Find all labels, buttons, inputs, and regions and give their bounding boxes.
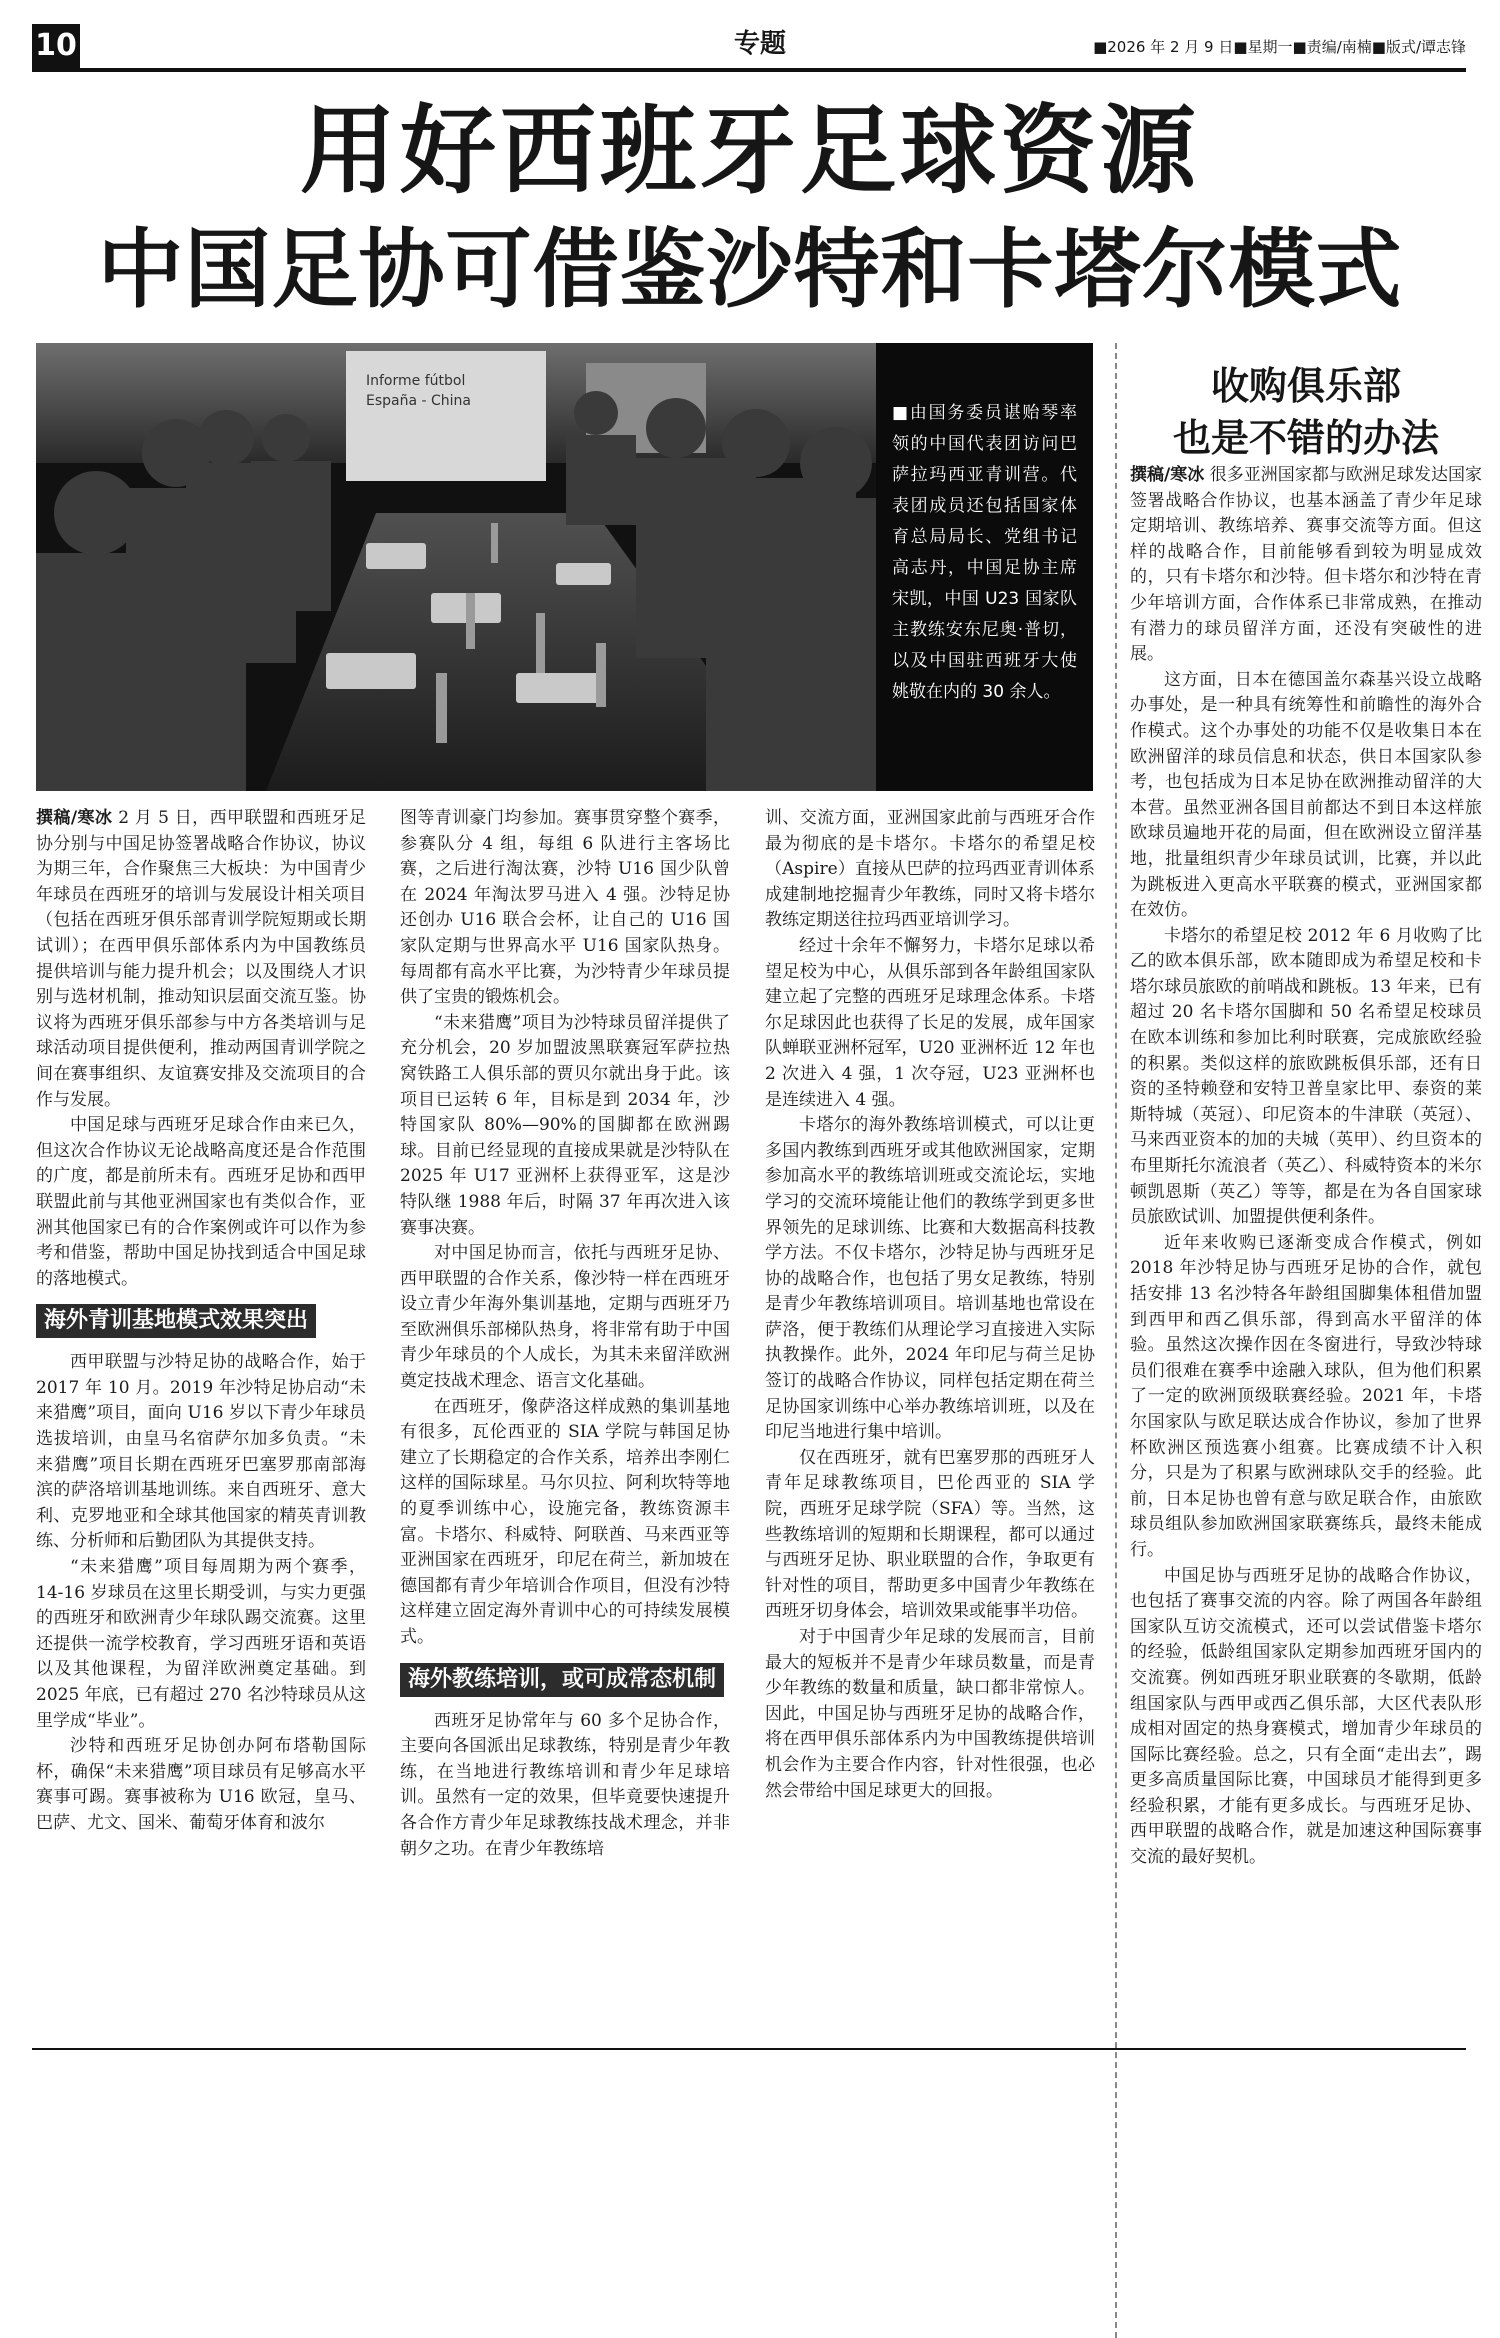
sidebar-paragraph: 卡塔尔的希望足校 2012 年 6 月收购了比乙的欧本俱乐部，欧本随即成为希望足校和卡塔尔球员旅欧的前哨战和跳板。13 年来，已有超过 20 名卡塔尔国脚和 50 名希望足校球员在欧本训练和参加比利时联赛，完成旅欧经验的积累。类似这样的旅欧跳板俱乐部，还有日资的圣特赖登和安特卫普皇家比甲、泰资的莱斯特城（英冠）、印尼资本的牛津联（英冠）、马来西亚资本的加的夫城（英甲）、约旦资本的布里斯托尔流浪者（英乙）、科威特资本的米尔顿凯恩斯（英乙）等等，都是在为各自国家球员旅欧试训、加盟提供便利条件。 [1130, 925, 1482, 1228]
sidebar-column [1130, 463, 1482, 1871]
page-number: 10 [32, 24, 80, 68]
sidebar-paragraph: 很多亚洲国家都与欧洲足球发达国家签署战略合作协议，也基本涵盖了青少年足球定期培训、教练培养、赛事交流等方面。但这样的战略合作，目前能够看到较为明显成效的，只有卡塔尔和沙特。但卡塔尔和沙特在青少年培训方面，合作体系已非常成熟，在推动有潜力的球员留洋方面，还没有突破性的进展。 [1130, 465, 1483, 665]
sidebar-headline-line1: 收购俱乐部 [1210, 364, 1401, 408]
sidebar-paragraph: 这方面，日本在德国盖尔森基兴设立战略办事处，是一种具有统筹性和前瞻性的海外合作模式。这个办事处的功能不仅是收集日本在欧洲留洋的球员信息和状态，供日本国家队参考，也包括成为日本足协在欧洲推动留洋的大本营。虽然亚洲各国目前都达不到日本这样旅欧球员遍地开花的局面，但在欧洲设立留洋基地，批量组织青少年球员试训，比赛，并以此为跳板进入更高水平联赛的模式，亚洲国家都在效仿。 [1130, 669, 1482, 921]
article-paragraph: 在西班牙，像萨洛这样成熟的集训基地有很多，瓦伦西亚的 SIA 学院与韩国足协建立了长期稳定的合作关系，培养出李刚仁这样的国际球星。马尔贝拉、阿利坎特等地的夏季训练中心，设施完备，教练资源丰富。卡塔尔、科威特、阿联酋、马来西亚等亚洲国家在西班牙，印尼在荷兰，新加坡在德国都有青少年培训合作项目，但没有沙特这样建立固定海外青训中心的可持续发展模式。 [400, 1396, 730, 1647]
headline-main: 用好西班牙足球资源 [300, 95, 1200, 207]
footer-rule [32, 2048, 1466, 2050]
article-paragraph: 沙特和西班牙足协创办阿布塔勒国际杯，确保“未来猎鹰”项目球员有足够高水平赛事可踢。赛事被称为 U16 欧冠，皇马、巴萨、尤文、国米、葡萄牙体育和波尔 [36, 1736, 366, 1833]
header-rule [32, 68, 1466, 72]
sidebar-paragraph: 中国足协与西班牙足协的战略合作协议，也包括了赛事交流的内容。除了两国各年龄组国家队互访交流模式，还可以尝试借鉴卡塔尔的经验，低龄组国家队定期参加西班牙国内的交流赛。例如西班牙职业联赛的冬歇期，低龄组国家队与西甲或西乙俱乐部，大区代表队形成相对固定的热身赛模式，增加青少年球员的国际比赛经验。总之，只有全面“走出去”，踢更多高质量国际比赛，中国球员才能得到更多经验积累，才能有更多成长。与西班牙足协、西甲联盟的战略合作，就是加速这种国际赛事交流的最好契机。 [1130, 1565, 1482, 1868]
article-paragraph: 图等青训豪门均参加。赛事贯穿整个赛季，参赛队分 4 组，每组 6 队进行主客场比赛，之后进行淘汰赛，沙特 U16 国少队曾在 2024 年淘汰罗马进入 4 强。沙特足协还创办 U16 联合会杯，让自己的 U16 国家队定期与世界高水平 U16 国家队热身。每周都有高水平比赛，为沙特青少年球员提供了宝贵的锻炼机会。 [400, 808, 730, 1008]
dateline: ■2026 年 2 月 9 日■星期一■责编/南楠■版式/谭志锋 [1093, 38, 1466, 56]
article-paragraph: “未来猎鹰”项目每周期为两个赛季，14-16 岁球员在这里长期受训，与实力更强的西班牙和欧洲青少年球队踢交流赛。这里还提供一流学校教育，学习西班牙语和英语以及其他课程，为留洋欧洲奠定基础。到 2025 年底，已有超过 270 名沙特球员从这里学成“毕业”。 [36, 1557, 366, 1731]
article-paragraph: 卡塔尔的海外教练培训模式，可以让更多国内教练到西班牙或其他欧洲国家，定期参加高水平的教练培训班或交流论坛，实地学习的交流环境能让他们的教练学到更多世界领先的足球训练、比赛和大数据高科技教学方法。不仅卡塔尔，沙特足协与西班牙足协的战略合作，也包括了男女足教练，特别是青少年教练培训项目。培训基地也常设在萨洛，便于教练们从理论学习直接进入实际执教操作。此外，2024 年印尼与荷兰足协签订的战略合作协议，同样包括定期在荷兰足协国家训练中心举办教练培训班，以及在印尼当地进行集中培训。 [765, 1115, 1095, 1443]
article-column-2 [400, 806, 730, 1862]
article-paragraph: 对中国足协而言，依托与西班牙足协、西甲联盟的合作关系，像沙特一样在西班牙设立青少年海外集训基地，定期与西班牙乃至欧洲俱乐部梯队热身，将非常有助于中国青少年球员的个人成长，为其未来留洋欧洲奠定技战术理念、语言文化基础。 [400, 1243, 730, 1392]
screen-text: Informe fútbol España - China [366, 373, 471, 409]
sidebar-paragraph: 近年来收购已逐渐变成合作模式，例如 2018 年沙特足协与西班牙足协的合作，就包括安排 13 名沙特各年龄组国脚集体租借加盟到西甲和西乙俱乐部，得到高水平留洋的体验。虽然这次操作因在冬窗进行，导致沙特球员们很难在赛季中途融入球队，但为他们积累了一定的欧洲顶级联赛经验。2021 年，卡塔尔国家队与欧足联达成合作协议，参加了世界杯欧洲区预选赛小组赛。比赛成绩不计入积分，只是为了积累与欧洲球队交手的经验。此前，日本足协也曾有意与欧足联合作，由旅欧球员组队参加欧洲国家联赛练兵，最终未能成行。 [1130, 1232, 1482, 1560]
sidebar-byline: 撰稿/寒冰 [1130, 465, 1205, 485]
article-paragraph: 2 月 5 日，西甲联盟和西班牙足协分别与中国足协签署战略合作协议，协议为期三年，合作聚焦三大板块：为中国青少年球员在西班牙的培训与发展设计相关项目（包括在西班牙俱乐部青训学院短期或长期试训）；在西甲俱乐部体系内为中国教练员提供培训与能力提升机会；以及围绕人才识别与选材机制，推动知识层面交流互鉴。协议将为西班牙俱乐部参与中方各类培训与足球活动项目提供便利，推动两国青训学院之间在赛事组织、友谊赛安排及交流项目的合作与发展。 [36, 808, 367, 1110]
sidebar-lead-paragraph [1130, 463, 1482, 668]
article-lead-paragraph [36, 806, 366, 1113]
article-paragraph: 训、交流方面，亚洲国家此前与西班牙合作最为彻底的是卡塔尔。卡塔尔的希望足校（Aspire）直接从巴萨的拉玛西亚青训体系成建制地挖掘青少年教练，同时又将卡塔尔教练定期送往拉玛西亚培训学习。 [765, 808, 1095, 931]
subhead-overseas-training-base: 海外青训基地模式效果突出 [36, 1304, 316, 1338]
article-paragraph: 经过十余年不懈努力，卡塔尔足球以希望足校为中心，从俱乐部到各年龄组国家队建立起了完整的西班牙足球理念体系。卡塔尔足球因此也获得了长足的发展，成年国家队蝉联亚洲杯冠军，U20 亚洲杯近 12 年也 2 次进入 4 强，1 次夺冠，U23 亚洲杯也是连续进入 4 强。 [765, 935, 1095, 1110]
article-paragraph: 西甲联盟与沙特足协的战略合作，始于 2017 年 10 月。2019 年沙特足协启动“未来猎鹰”项目，面向 U16 岁以下青少年球员选拔培训，由皇马名宿萨尔加多负责。“未来猎鹰”项目长期在西班牙巴塞罗那南部海滨的萨洛培训基地训练。来自西班牙、意大利、克罗地亚和全球其他国家的精英青训教练、分析师和后勤团队为其提供支持。 [36, 1352, 366, 1552]
headline-secondary: 中国足协可借鉴沙特和卡塔尔模式 [97, 220, 1403, 320]
article-paragraph: 西班牙足协常年与 60 多个足协合作，主要向各国派出足球教练，特别是青少年教练，在当地进行教练培训和青少年足球培训。虽然有一定的效果，但毕竟要快速提升各合作方青少年足球教练技战术理念，并非朝夕之功。在青少年教练培 [400, 1710, 730, 1859]
sidebar-divider [1115, 343, 1118, 2338]
article-paragraph: “未来猎鹰”项目为沙特球员留洋提供了充分机会，20 岁加盟波黑联赛冠军萨拉热窝铁路工人俱乐部的贾贝尔就出身于此。该项目已运转 6 年，目标是到 2034 年，沙特国家队 80%—90%的国脚都在欧洲踢球。目前已经显现的直接成果就是沙特队在 2025 年 U17 亚洲杯上获得亚军，这是沙特队继 1988 年后，时隔 37 年再次进入该赛事决赛。 [400, 1012, 730, 1238]
article-paragraph: 对于中国青少年足球的发展而言，目前最大的短板并不是青少年球员数量，而是青少年教练的数量和质量，缺口都非常惊人。因此，中国足协与西班牙足协的战略合作，将在西甲俱乐部体系内为中国教练提供培训机会作为主要合作内容，针对性很强，也必然会带给中国足球更大的回报。 [765, 1627, 1095, 1801]
sidebar-headline [1130, 360, 1482, 464]
sidebar-headline-line2: 也是不错的办法 [1172, 416, 1439, 460]
article-paragraph: 中国足球与西班牙足球合作由来已久，但这次合作协议无论战略高度还是合作范围的广度，都是前所未有。西班牙足协和西甲联盟此前与其他亚洲国家也有类似合作，亚洲其他国家已有的合作案例或许可以作为参考和借鉴，帮助中国足协找到适合中国足球的落地模式。 [36, 1115, 366, 1289]
subhead-overseas-coach-training: 海外教练培训，或可成常态机制 [400, 1663, 724, 1697]
photo-caption: ■由国务委员谌贻琴率领的中国代表团访问巴萨拉玛西亚青训营。代表团成员还包括国家体育总局局长、党组书记高志丹，中国足协主席宋凯，中国 U23 国家队主教练安东尼奥·普切，以及中国驻西班牙大使姚敬在内的 30 余人。 [892, 403, 1077, 702]
section-label: 专题 [733, 29, 786, 59]
article-column-1 [36, 806, 366, 1837]
article-column-3 [765, 806, 1095, 1804]
article-byline: 撰稿/寒冰 [36, 808, 113, 828]
article-paragraph: 仅在西班牙，就有巴塞罗那的西班牙人青年足球教练项目，巴伦西亚的 SIA 学院，西班牙足球学院（SFA）等。当然，这些教练培训的短期和长期课程，都可以通过与西班牙足协、职业联盟的合作，争取更有针对性的项目，帮助更多中国青少年教练在西班牙切身体会，培训效果或能事半功倍。 [765, 1447, 1095, 1622]
